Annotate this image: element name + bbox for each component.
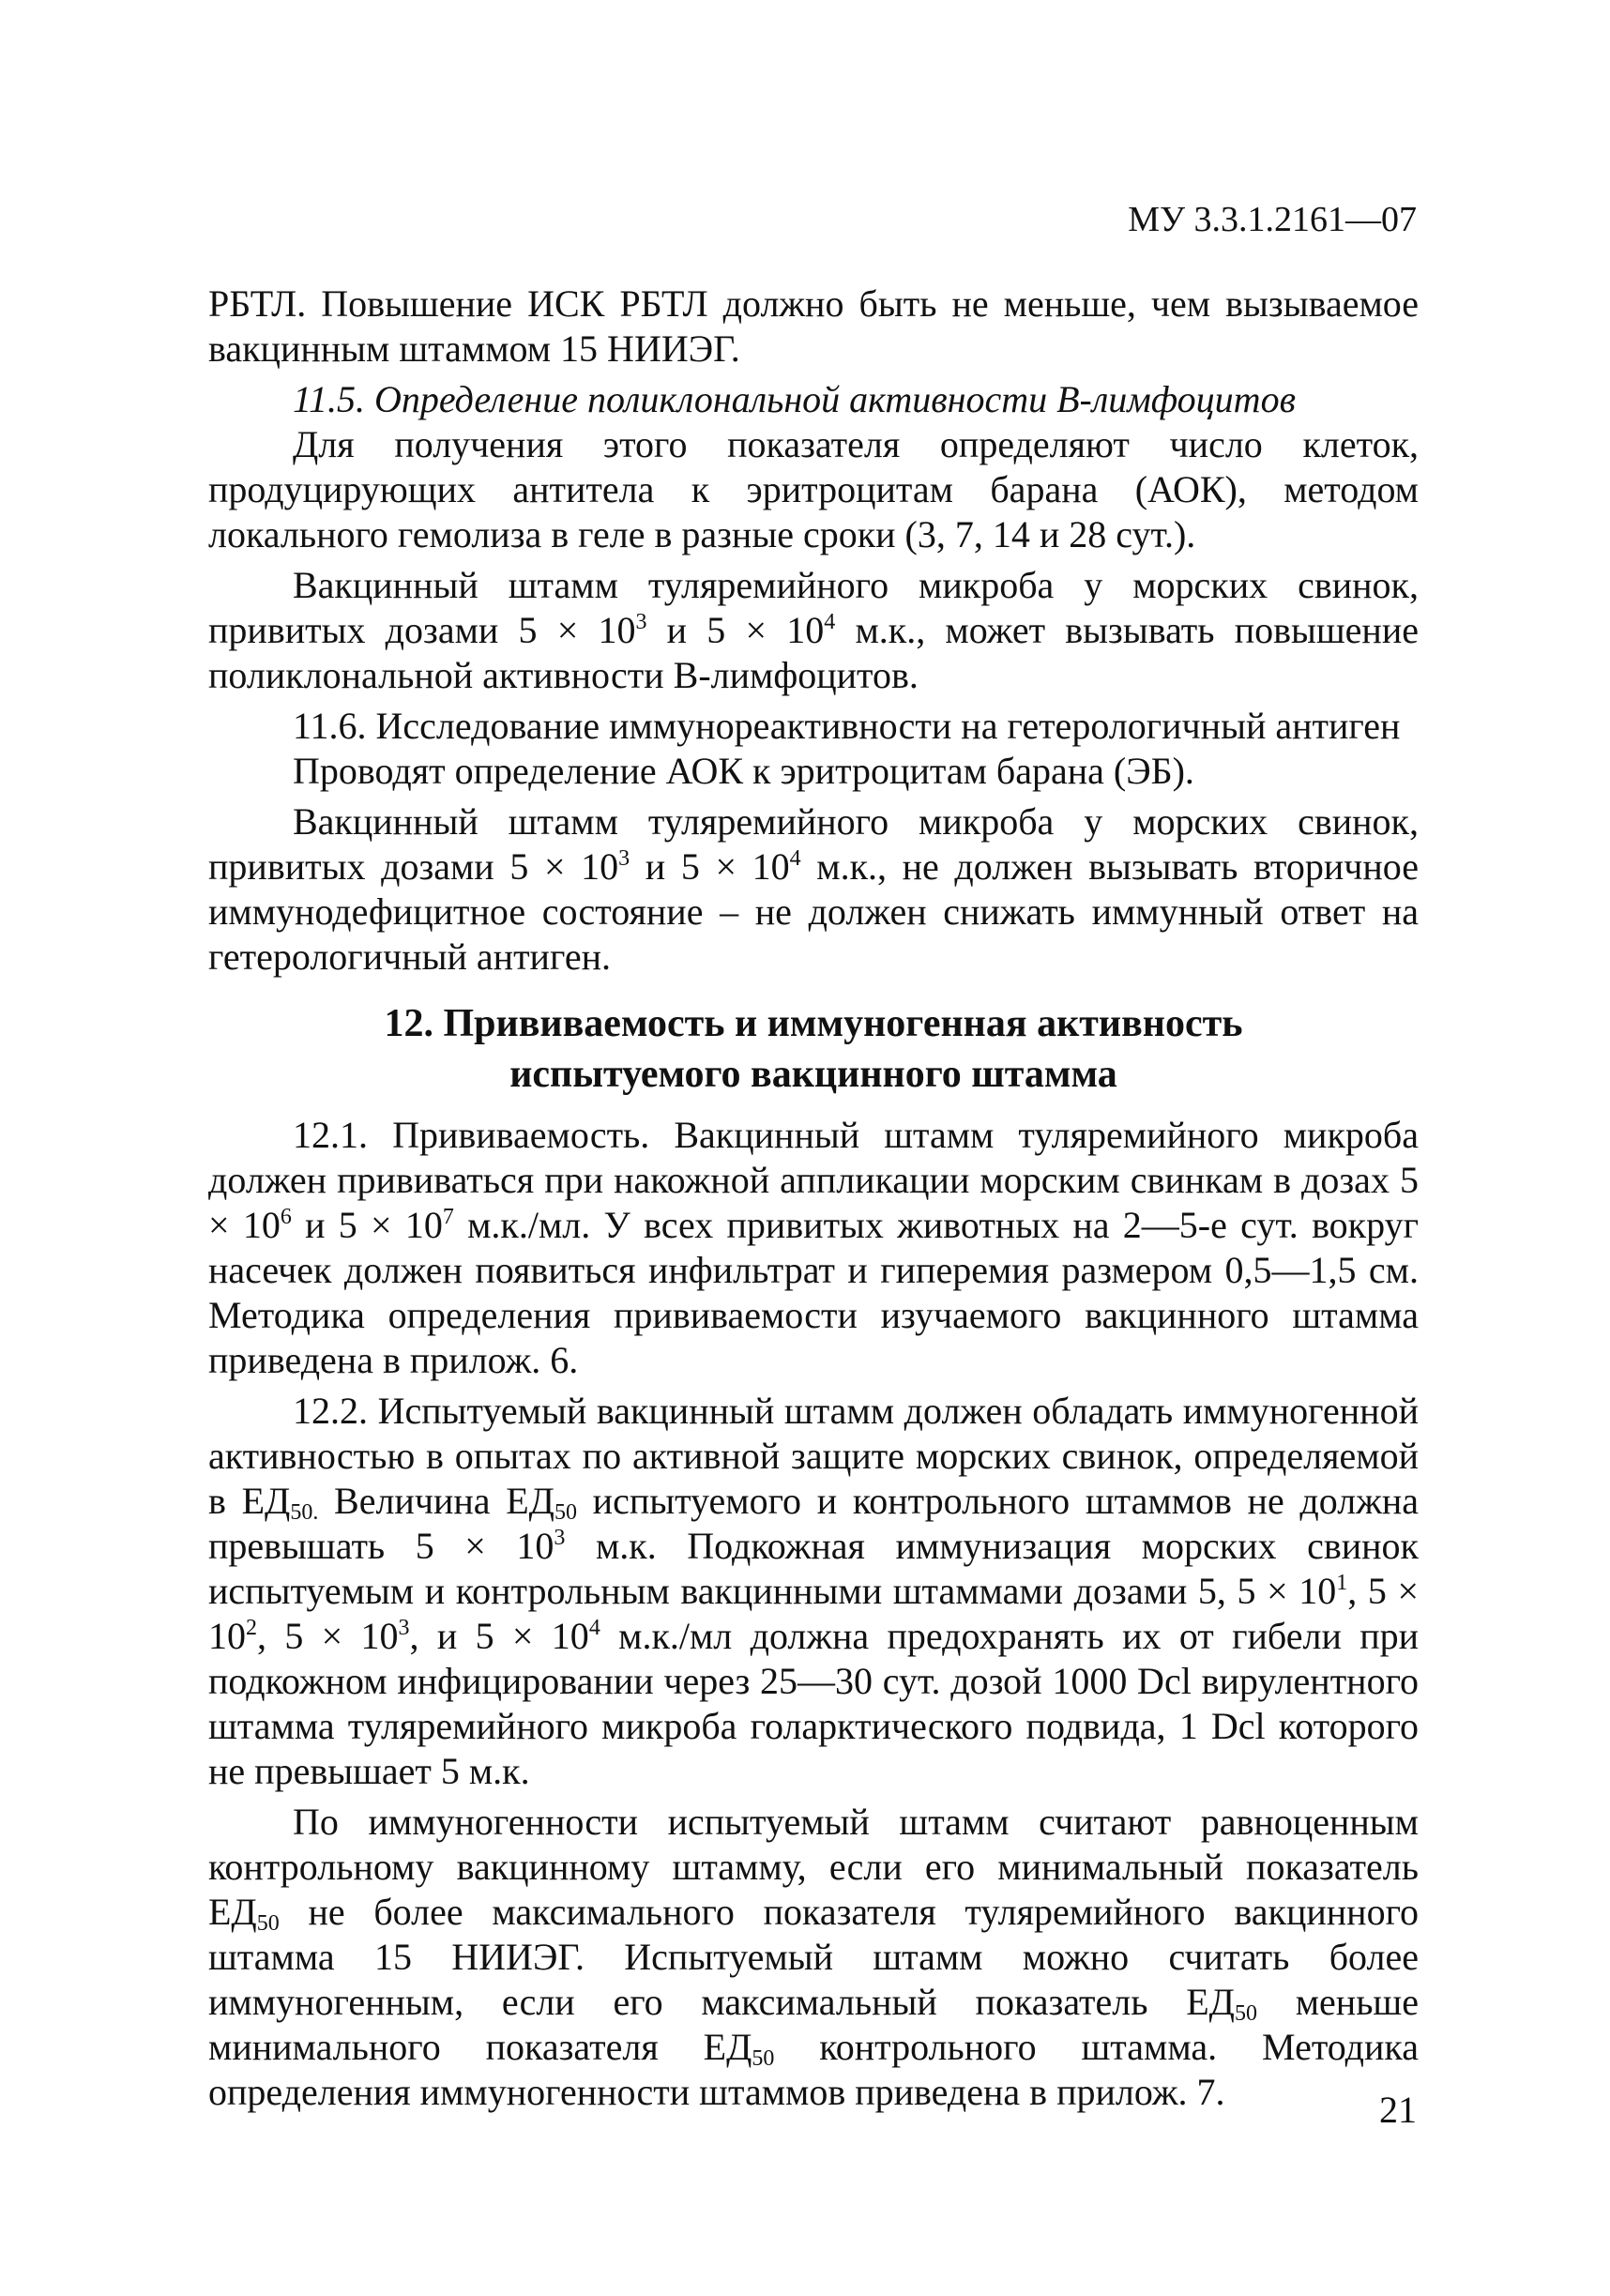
paragraph: 12.1. Прививаемость. Вакцинный штамм туляремийного микроба должен прививаться при накожной аппликации морским свинкам в дозах $5 \times 10^6$ и $5 \times 10^7$ м.к./мл. У всех привитых животных на 2—5-е сут. вокруг насечек должен появиться инфильтрат и гиперемия размером 0,5—1,5 см. Методика определения прививаемости изучаемого вакцинного штамма приведена в прилож. 6. — [208, 1114, 1419, 1381]
paragraph: Вакцинный штамм туляремийного микроба у морских свинок, привитых дозами $5 \times 10^3$ и $5 \times 10^4$ м.к., может вызывать повышение поликлональной активности В-лимфоцитов. — [208, 564, 1419, 696]
paragraph: 12.2. Испытуемый вакцинный штамм должен обладать иммуногенной активностью в опытах по активной защите морских свинок, определяемой в $ЕД_{50.}$ Величина $ЕД_{50}$ испытуемого и контрольного штаммов не должна превышать $5 \times 10^3$ м.к. Подкожная иммунизация морских свинок испытуемым и контрольным вакцинными штаммами дозами 5, $5 \times 10^1$, $5 \times 10^2$, $5 \times 10^3$, и $5 \times 10^4$ м.к./мл должна предохранять их от гибели при подкожном инфицировании через 25—30 сут. дозой 1000 Dcl вирулентного штамма туляремийного микроба голарктического подвида, 1 Dcl которого не превышает 5 м.к. — [208, 1390, 1420, 1792]
section-heading-line: 12. Прививаемость и иммуногенная активность — [384, 1002, 1243, 1045]
paragraph: Для получения этого показателя определяют число клеток, продуцирующих антитела к эритроцитам барана (АОК), методом локального гемолиза в геле в разные сроки (3, 7, 14 и 28 сут.). — [208, 423, 1419, 555]
page-number: 21 — [1379, 2089, 1417, 2131]
paragraph: Вакцинный штамм туляремийного микроба у морских свинок, привитых дозами $5 \times 10^3$ и $5 \times 10^4$ м.к., не должен вызывать вторичное иммунодефицитное состояние – не должен снижать иммунный ответ на гетерологичный антиген. — [208, 800, 1419, 978]
section-subheading: 11.5. Определение поликлональной активности В-лимфоцитов — [293, 378, 1296, 420]
paragraph: РБТЛ. Повышение ИСК РБТЛ должно быть не меньше, чем вызываемое вакцинным штаммом 15 НИИЭГ. — [208, 282, 1419, 370]
paragraph: По иммуногенности испытуемый штамм считают равноценным контрольному вакцинному штамму, если его минимальный показатель $ЕД_{50}$ не более максимального показателя туляремийного вакцинного штамма 15 НИИЭГ. Испытуемый штамм можно считать более иммуногенным, если его максимальный показатель $ЕД_{50}$ меньше минимального показателя $ЕД_{50}$ контрольного штамма. Методика определения иммуногенности штаммов приведена в прилож. 7. — [208, 1801, 1419, 2113]
section-subheading: 11.6. Исследование иммунореактивности на гетерологичный антиген — [293, 705, 1401, 747]
section-heading-line: испытуемого вакцинного штамма — [509, 1053, 1117, 1096]
paragraph: Проводят определение АОК к эритроцитам барана (ЭБ). — [293, 750, 1194, 792]
section-heading — [208, 998, 1419, 1100]
document-code: МУ 3.3.1.2161—07 — [1128, 200, 1417, 239]
document-body — [208, 281, 1419, 2115]
